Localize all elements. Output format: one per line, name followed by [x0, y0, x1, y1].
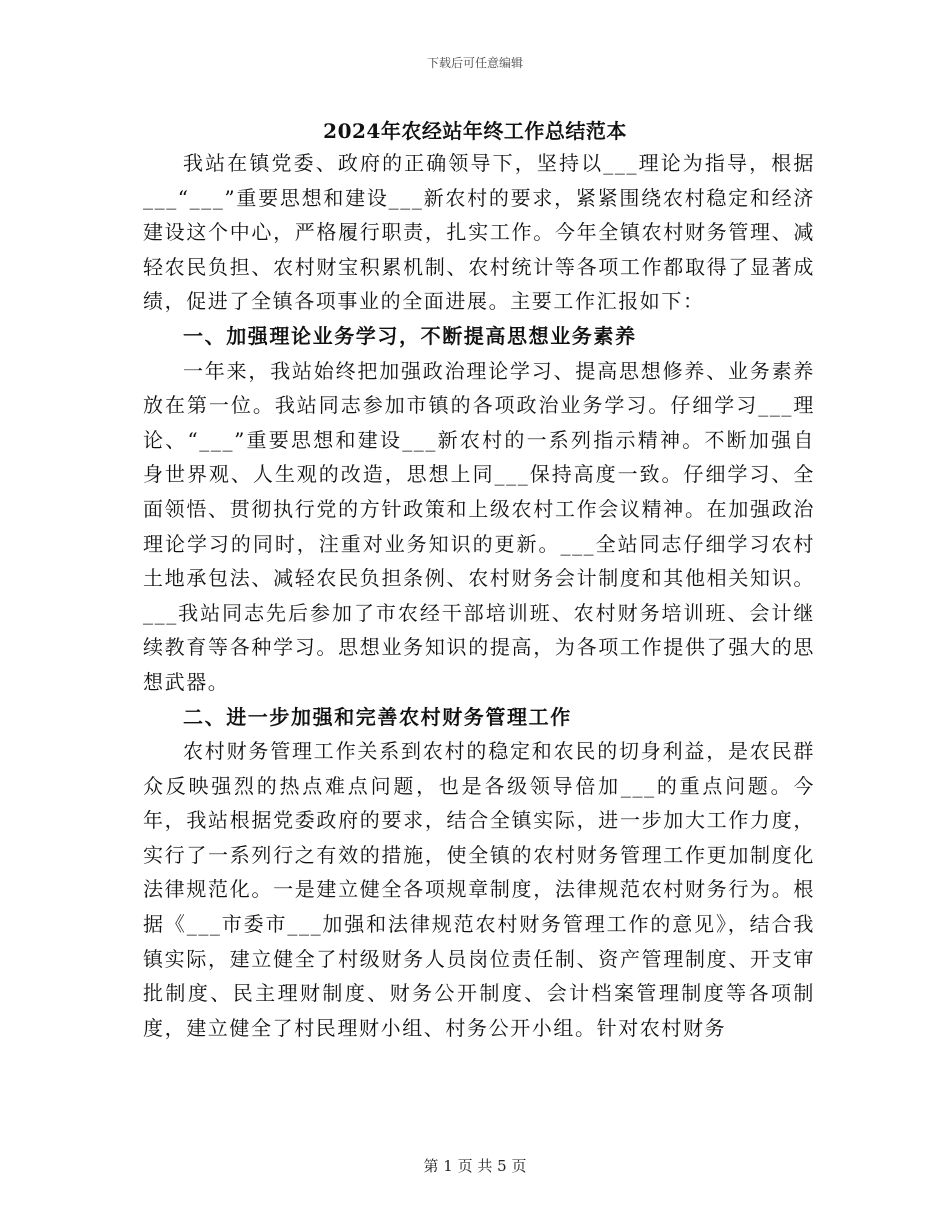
- page-footer: 第 1 页 共 5 页: [423, 1157, 527, 1175]
- section-2-paragraph: 农村财务管理工作关系到农村的稳定和农民的切身利益，是农民群众反映强烈的热点难点问题，也是各级领导倍加___的重点问题。今年，我站根据党委政府的要求，结合全镇实际，进一步加大工作力度，实行了一系列行之有效的措施，使全镇的农村财务管理工作更加制度化法律规范化。一是建立健全各项规章制度，法律规范农村财务行为。根据《___市委市___加强和法律规范农村财务管理工作的意见》，结合我镇实际，建立健全了村级财务人员岗位责任制、资产管理制度、开支审批制度、民主理财制度、财务公开制度、会计档案管理制度等各项制度，建立健全了村民理财小组、村务公开小组。针对农村财务: [143, 739, 815, 1040]
- header-note: 下载后可任意编辑: [426, 56, 523, 70]
- section-2-heading: 二、进一步加强和完善农村财务管理工作: [183, 704, 572, 729]
- document-title: 2024年农经站年终工作总结范本: [323, 119, 627, 143]
- section-1-paragraph: 一年来，我站始终把加强政治理论学习、提高思想修养、业务素养放在第一位。我站同志参加市镇的各项政治业务学习。仔细学习___理论、“___”重要思想和建设___新农村的一系列指示精神。不断加强自身世界观、人生观的改造，思想上同___保持高度一致。仔细学习、全面领悟、贯彻执行党的方针政策和上级农村工作会议精神。在加强政治理论学习的同时，注重对业务知识的更新。___全站同志仔细学习农村土地承包法、减轻农民负担条例、农村财务会计制度和其他相关知识。___我站同志先后参加了市农经干部培训班、农村财务培训班、会计继续教育等各种学习。思想业务知识的提高，为各项工作提供了强大的思想武器。: [143, 358, 815, 694]
- section-1-heading: 一、加强理论业务学习，不断提高思想业务素养: [183, 323, 637, 348]
- document-body: [143, 146, 815, 1045]
- intro-paragraph: 我站在镇党委、政府的正确领导下，坚持以___理论为指导，根据___“___”重要思想和建设___新农村的要求，紧紧围绕农村稳定和经济建设这个中心，严格履行职责，扎实工作。今年全镇农村财务管理、减轻农民负担、农村财宝积累机制、农村统计等各项工作都取得了显著成绩，促进了全镇各项事业的全面进展。主要工作汇报如下：: [143, 151, 815, 314]
